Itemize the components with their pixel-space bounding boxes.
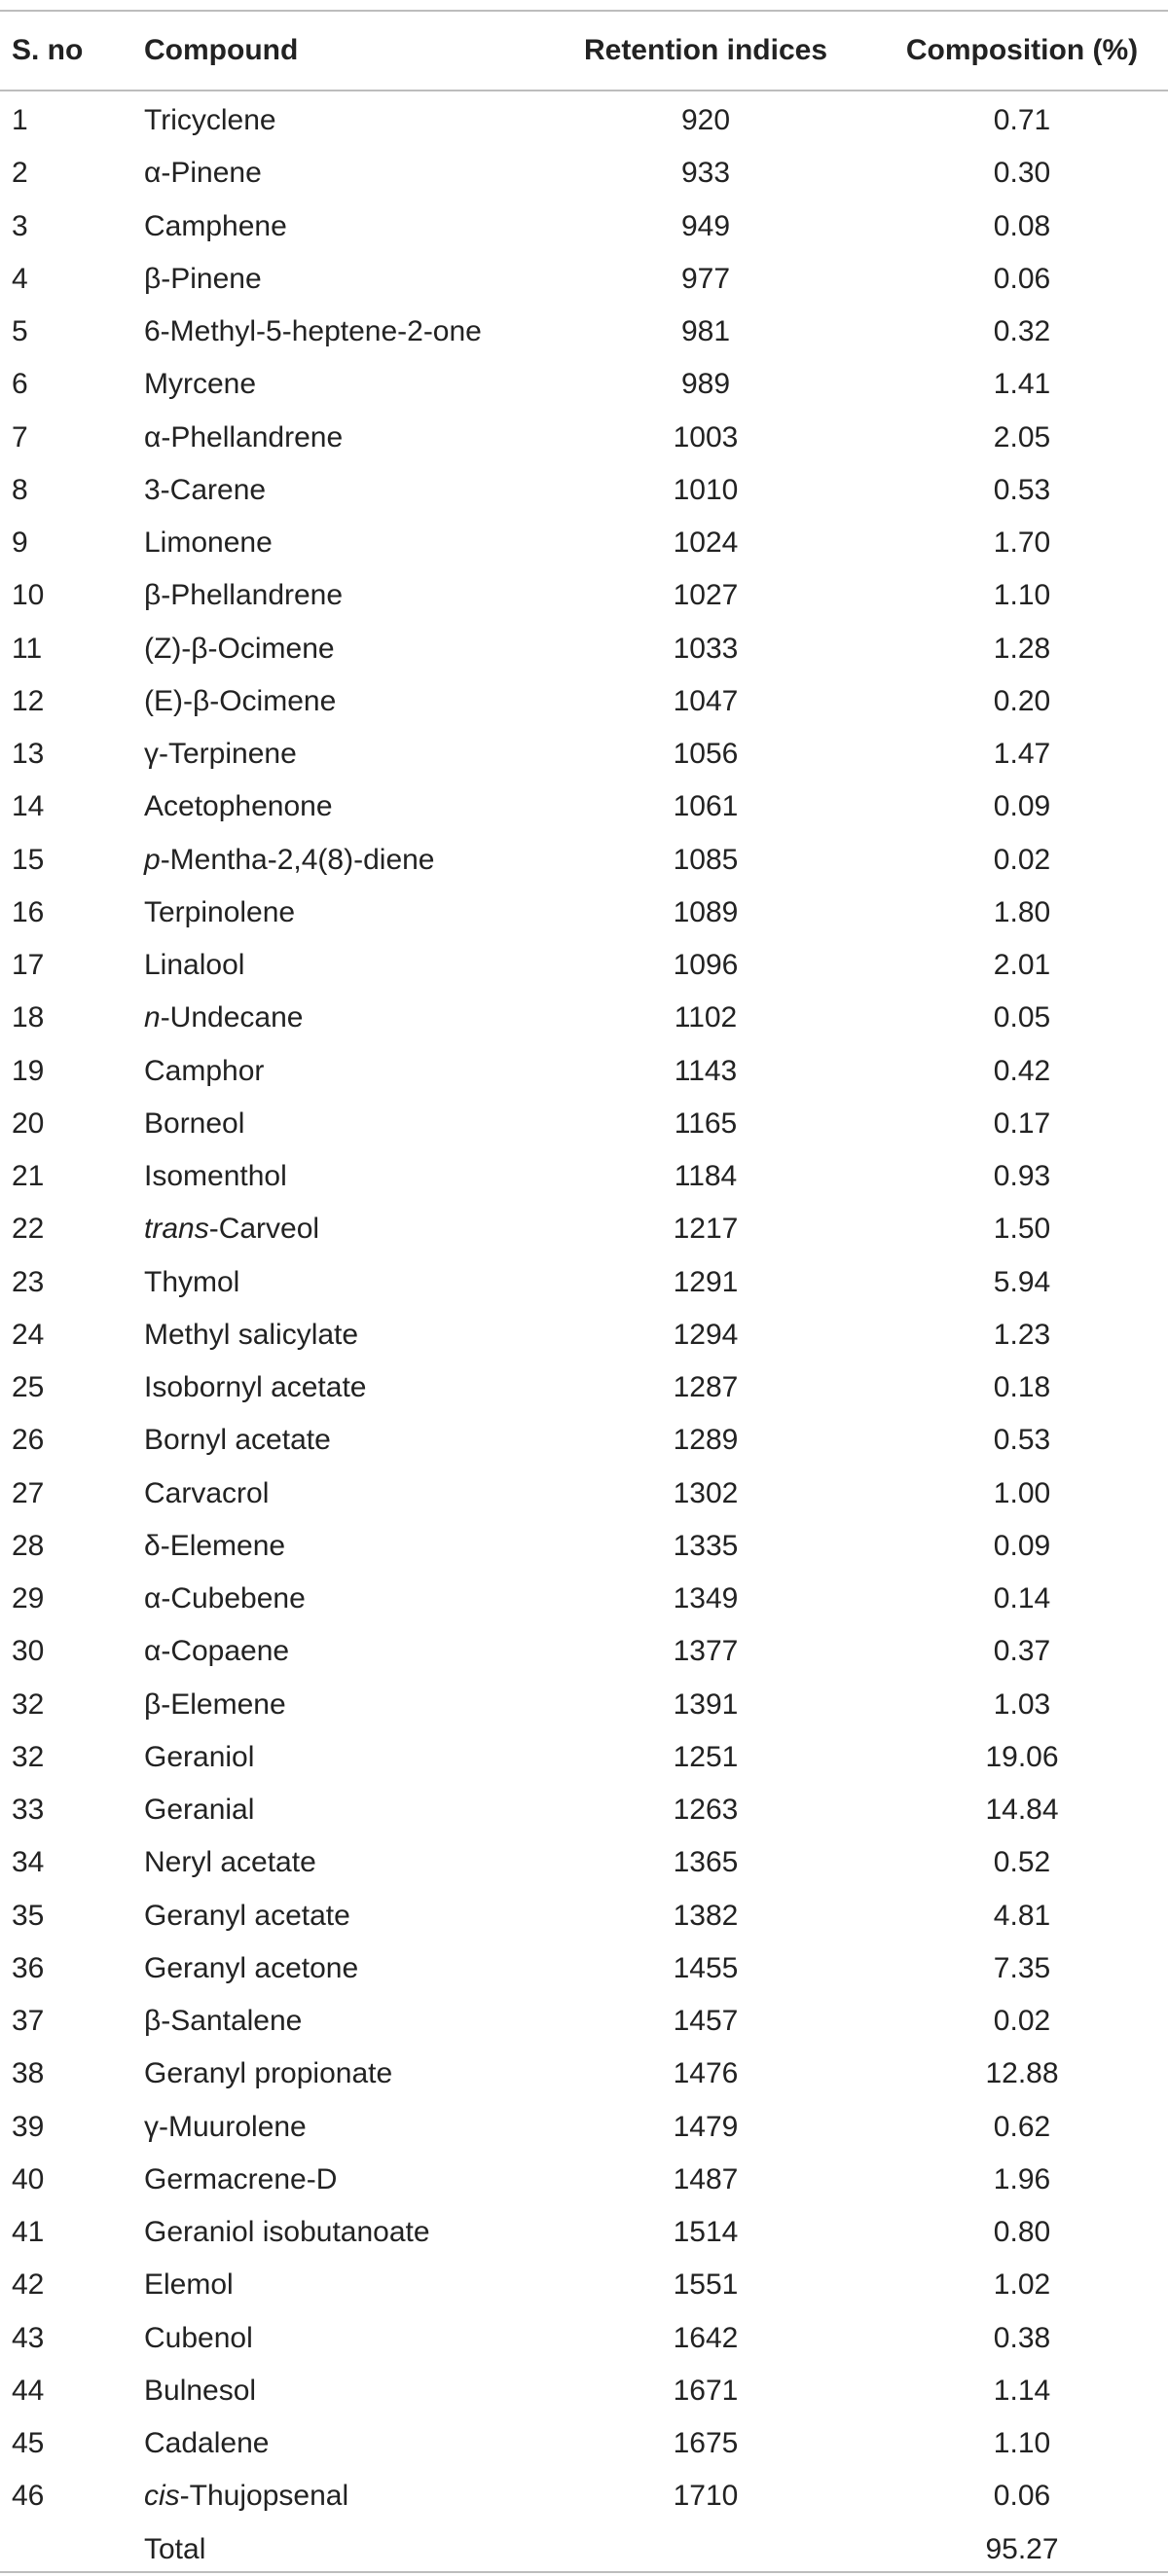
compound-prefix: p — [144, 843, 161, 876]
row-composition: 0.09 — [993, 1529, 1051, 1562]
compound-name: (Z)-β-Ocimene — [144, 632, 335, 665]
row-retention-index: 1102 — [674, 1001, 738, 1034]
compound-name: Geranyl acetate — [144, 1899, 350, 1932]
row-sno: 39 — [12, 2110, 45, 2143]
row-compound — [144, 1796, 254, 1825]
row-sno: 8 — [12, 473, 28, 506]
total-row — [0, 2521, 1168, 2573]
row-compound — [144, 1373, 366, 1402]
table-row — [0, 2045, 1168, 2097]
row-retention-index: 1096 — [673, 949, 739, 981]
row-composition: 0.53 — [993, 473, 1051, 506]
row-sno: 12 — [12, 684, 45, 717]
compound-name: Germacrene-D — [144, 2162, 338, 2195]
row-sno: 37 — [12, 2005, 45, 2037]
table-row — [0, 1570, 1168, 1622]
table-row — [0, 1411, 1168, 1464]
row-sno: 18 — [12, 1001, 45, 1034]
row-retention-index: 1287 — [673, 1371, 739, 1403]
table-row — [0, 1887, 1168, 1940]
row-compound — [144, 2270, 234, 2300]
row-sno: 9 — [12, 526, 28, 559]
row-sno: 32 — [12, 1687, 45, 1721]
row-compound — [144, 1529, 286, 1562]
row-retention-index: 1010 — [673, 473, 739, 506]
row-retention-index: 1335 — [673, 1529, 739, 1562]
table-row — [0, 1622, 1168, 1675]
compound-name: Geranial — [144, 1794, 255, 1826]
row-retention-index: 1143 — [674, 1054, 738, 1087]
row-retention-index: 1457 — [673, 2005, 739, 2037]
table-row — [0, 2362, 1168, 2414]
row-composition: 2.01 — [993, 949, 1051, 981]
table-row — [0, 831, 1168, 884]
row-composition: 0.38 — [993, 2321, 1051, 2354]
row-retention-index: 1061 — [673, 790, 739, 823]
row-composition: 0.80 — [993, 2216, 1051, 2248]
row-compound — [144, 684, 337, 717]
table-row — [0, 1992, 1168, 2045]
compound-name: Bornyl acetate — [144, 1424, 331, 1457]
table-row — [0, 461, 1168, 514]
table-row — [0, 989, 1168, 1041]
compound-prefix: cis — [144, 2480, 180, 2513]
row-composition: 0.17 — [993, 1107, 1051, 1140]
row-sno: 33 — [12, 1794, 45, 1826]
row-sno: 42 — [12, 2268, 45, 2302]
compound-name: Camphor — [144, 1054, 265, 1087]
row-composition: 1.50 — [993, 1213, 1051, 1246]
table-row — [0, 1465, 1168, 1517]
row-compound — [144, 1426, 331, 1455]
row-composition: 14.84 — [985, 1794, 1059, 1826]
row-compound — [144, 951, 244, 980]
row-composition: 1.14 — [993, 2374, 1051, 2407]
table-row — [0, 409, 1168, 461]
row-retention-index: 1710 — [673, 2480, 739, 2513]
compound-name: Isomenthol — [144, 1160, 287, 1192]
row-retention-index: 1165 — [674, 1107, 738, 1140]
table-row — [0, 1940, 1168, 1992]
compound-name: β-Elemene — [144, 1687, 286, 1721]
compound-name: Isobornyl acetate — [144, 1371, 367, 1403]
compound-name: Geraniol — [144, 1740, 255, 1773]
row-sno: 36 — [12, 1951, 45, 1984]
compound-name: Geraniol isobutanoate — [144, 2216, 430, 2248]
row-composition: 7.35 — [993, 1951, 1051, 1984]
table-row — [0, 884, 1168, 936]
row-compound — [144, 1054, 265, 1087]
table-row — [0, 303, 1168, 355]
header-composition: Composition (%) — [905, 34, 1139, 66]
row-sno: 5 — [12, 315, 28, 347]
table-row — [0, 725, 1168, 778]
row-composition: 0.18 — [993, 1371, 1051, 1403]
table-row — [0, 1042, 1168, 1095]
row-retention-index: 1056 — [673, 738, 739, 770]
row-sno: 35 — [12, 1899, 45, 1932]
header-compound: Compound — [144, 34, 299, 66]
row-retention-index: 1089 — [673, 895, 739, 928]
row-compound — [144, 843, 435, 876]
table-row — [0, 778, 1168, 830]
table-row — [0, 198, 1168, 250]
row-sno: 23 — [12, 1265, 45, 1298]
compound-name: Neryl acetate — [144, 1846, 316, 1879]
row-compound — [144, 2482, 348, 2511]
table-row — [0, 1200, 1168, 1252]
compound-name: β-Pinene — [144, 262, 262, 295]
row-compound — [144, 159, 262, 188]
row-retention-index: 1302 — [673, 1476, 739, 1509]
row-retention-index: 920 — [680, 104, 731, 136]
row-compound — [144, 1584, 306, 1614]
row-composition: 0.14 — [993, 1582, 1051, 1615]
row-compound — [144, 581, 343, 610]
row-composition: 0.93 — [993, 1160, 1051, 1192]
row-sno: 28 — [12, 1529, 45, 1562]
table-bottom-rule — [0, 2571, 1168, 2573]
compound-name: β-Phellandrene — [144, 579, 344, 612]
table-row — [0, 1833, 1168, 1886]
row-sno: 17 — [12, 949, 45, 981]
table-header — [0, 12, 1168, 90]
row-retention-index: 1027 — [673, 579, 739, 612]
table-row — [0, 1517, 1168, 1570]
row-composition: 0.06 — [993, 262, 1051, 295]
table-row — [0, 2098, 1168, 2151]
compound-name: Tricyclene — [144, 104, 276, 136]
compound-name: Bulnesol — [144, 2374, 257, 2407]
row-sno: 20 — [12, 1107, 45, 1140]
compound-name: (E)-β-Ocimene — [144, 684, 337, 717]
row-compound — [144, 1637, 289, 1666]
row-sno: 16 — [12, 895, 45, 928]
row-compound — [144, 1740, 255, 1773]
row-composition: 0.02 — [993, 2005, 1051, 2037]
row-retention-index: 933 — [680, 157, 731, 190]
row-retention-index: 1642 — [673, 2321, 739, 2354]
row-composition: 1.10 — [993, 2427, 1051, 2459]
row-compound — [144, 1318, 359, 1351]
row-sno: 1 — [12, 104, 28, 136]
compound-name: -Carveol — [208, 1213, 320, 1246]
compound-name: Limonene — [144, 526, 273, 559]
row-sno: 43 — [12, 2321, 45, 2354]
row-sno: 7 — [12, 420, 28, 454]
row-composition: 1.96 — [993, 2162, 1051, 2195]
row-retention-index: 1294 — [673, 1318, 739, 1351]
row-sno: 4 — [12, 262, 28, 295]
row-composition: 19.06 — [985, 1740, 1059, 1773]
row-compound — [144, 420, 344, 454]
row-retention-index: 1476 — [673, 2057, 739, 2090]
row-compound — [144, 632, 335, 665]
compound-name: δ-Elemene — [144, 1529, 286, 1562]
table-row — [0, 936, 1168, 989]
table-row — [0, 144, 1168, 197]
compound-name: Cadalene — [144, 2427, 270, 2459]
row-compound — [144, 1476, 270, 1509]
row-compound — [144, 1109, 244, 1139]
table-row — [0, 1147, 1168, 1200]
row-retention-index: 1455 — [673, 1951, 739, 1984]
compound-name: Geranyl propionate — [144, 2057, 393, 2090]
row-composition: 4.81 — [993, 1899, 1051, 1932]
row-retention-index: 1217 — [673, 1213, 739, 1246]
row-sno: 44 — [12, 2374, 45, 2407]
row-retention-index: 1479 — [673, 2110, 739, 2143]
row-retention-index: 1377 — [673, 1635, 739, 1668]
compound-name: Geranyl acetone — [144, 1951, 359, 1984]
table-row — [0, 2151, 1168, 2203]
row-composition: 1.03 — [993, 1687, 1051, 1721]
row-compound — [144, 2429, 269, 2458]
table-row — [0, 1676, 1168, 1728]
row-retention-index: 1551 — [673, 2268, 739, 2302]
row-sno: 14 — [12, 790, 45, 823]
table-row — [0, 2309, 1168, 2362]
row-sno: 6 — [12, 368, 28, 401]
row-retention-index: 949 — [680, 209, 731, 242]
row-compound — [144, 1687, 286, 1721]
compound-name: Camphene — [144, 209, 287, 242]
row-compound — [144, 1265, 240, 1298]
row-composition: 0.71 — [993, 104, 1051, 136]
row-compound — [144, 740, 297, 769]
row-compound — [144, 2007, 302, 2036]
row-retention-index: 989 — [680, 368, 731, 401]
row-composition: 1.80 — [993, 895, 1051, 928]
row-compound — [144, 2110, 307, 2143]
row-retention-index: 981 — [680, 315, 731, 347]
row-retention-index: 1349 — [673, 1582, 739, 1615]
row-sno: 34 — [12, 1846, 45, 1879]
row-composition: 1.23 — [993, 1318, 1051, 1351]
row-composition: 1.02 — [993, 2268, 1051, 2302]
row-sno: 38 — [12, 2057, 45, 2090]
row-sno: 27 — [12, 1476, 45, 1509]
row-sno: 25 — [12, 1371, 45, 1403]
compound-name: α-Phellandrene — [144, 420, 344, 454]
row-compound — [144, 1162, 287, 1191]
table-body — [0, 91, 1168, 2573]
row-sno: 40 — [12, 2162, 45, 2195]
row-composition: 1.10 — [993, 579, 1051, 612]
compound-name: α-Cubebene — [144, 1582, 306, 1615]
compound-name: Thymol — [144, 1265, 240, 1298]
row-composition: 1.47 — [993, 738, 1051, 770]
compound-name: -Undecane — [160, 1001, 304, 1034]
row-retention-index: 1263 — [673, 1794, 739, 1826]
compound-name: Borneol — [144, 1107, 245, 1140]
row-composition: 1.41 — [993, 368, 1051, 401]
row-composition: 0.30 — [993, 157, 1051, 190]
compound-prefix: n — [144, 1001, 161, 1034]
row-composition: 1.00 — [993, 1476, 1051, 1509]
table-row — [0, 2256, 1168, 2308]
row-compound — [144, 317, 482, 346]
row-composition: 0.02 — [993, 843, 1051, 876]
row-composition: 0.05 — [993, 1001, 1051, 1034]
row-compound — [144, 1215, 319, 1244]
row-compound — [144, 262, 262, 295]
compound-name: Terpinolene — [144, 895, 296, 928]
table-row — [0, 250, 1168, 303]
row-composition: 0.37 — [993, 1635, 1051, 1668]
row-composition: 0.52 — [993, 1846, 1051, 1879]
table-row — [0, 566, 1168, 619]
row-sno: 45 — [12, 2427, 45, 2459]
row-retention-index: 1675 — [673, 2427, 739, 2459]
row-sno: 29 — [12, 1582, 45, 1615]
table-row — [0, 620, 1168, 672]
table-row — [0, 514, 1168, 566]
compound-name: α-Pinene — [144, 157, 262, 190]
row-retention-index: 977 — [680, 262, 731, 295]
compound-name: Myrcene — [144, 368, 257, 401]
row-compound — [144, 209, 287, 242]
row-compound — [144, 1003, 303, 1033]
table-row — [0, 91, 1168, 144]
table-row — [0, 1781, 1168, 1833]
table-row — [0, 1306, 1168, 1359]
table-row — [0, 1728, 1168, 1781]
compound-name: β-Santalene — [144, 2005, 303, 2037]
compound-name: 3-Carene — [144, 473, 267, 506]
row-sno: 10 — [12, 579, 45, 612]
row-composition: 0.42 — [993, 1054, 1051, 1087]
row-sno: 22 — [12, 1213, 45, 1246]
row-compound — [144, 2162, 338, 2195]
row-compound — [144, 2321, 253, 2354]
row-compound — [144, 473, 267, 506]
row-compound — [144, 2059, 392, 2088]
header-sno: S. no — [12, 34, 84, 66]
row-retention-index: 1033 — [673, 632, 739, 665]
table-row — [0, 1359, 1168, 1411]
row-sno: 41 — [12, 2216, 45, 2248]
row-sno: 32 — [12, 1740, 45, 1773]
row-retention-index: 1184 — [674, 1160, 738, 1192]
compound-name: Methyl salicylate — [144, 1318, 359, 1351]
row-retention-index: 1487 — [673, 2162, 739, 2195]
row-retention-index: 1291 — [673, 1265, 739, 1298]
row-sno: 15 — [12, 843, 45, 876]
row-compound — [144, 1848, 316, 1877]
row-compound — [144, 528, 273, 558]
row-sno: 30 — [12, 1635, 45, 1668]
row-sno: 26 — [12, 1424, 45, 1457]
row-retention-index: 1671 — [673, 2374, 739, 2407]
row-sno: 3 — [12, 209, 28, 242]
row-composition: 2.05 — [993, 420, 1051, 454]
total-label: Total — [144, 2532, 206, 2565]
table-row — [0, 355, 1168, 408]
row-retention-index: 1003 — [673, 420, 739, 454]
row-retention-index: 1514 — [673, 2216, 739, 2248]
row-retention-index: 1047 — [673, 684, 739, 717]
row-compound — [144, 792, 333, 821]
row-compound — [144, 106, 276, 135]
row-sno: 19 — [12, 1054, 45, 1087]
row-composition: 1.70 — [993, 526, 1051, 559]
row-composition: 0.06 — [993, 2480, 1051, 2513]
row-composition: 0.62 — [993, 2110, 1051, 2143]
compound-name: Linalool — [144, 949, 245, 981]
row-sno: 11 — [12, 632, 43, 665]
row-sno: 46 — [12, 2480, 45, 2513]
table-row — [0, 2203, 1168, 2256]
row-composition: 0.08 — [993, 209, 1051, 242]
table-row — [0, 1095, 1168, 1147]
compound-name: Cubenol — [144, 2321, 253, 2354]
compound-name: α-Copaene — [144, 1635, 290, 1668]
row-composition: 5.94 — [993, 1265, 1051, 1298]
row-retention-index: 1391 — [673, 1687, 739, 1721]
row-composition: 12.88 — [985, 2057, 1059, 2090]
compound-name: Carvacrol — [144, 1476, 270, 1509]
row-retention-index: 1251 — [673, 1740, 739, 1773]
row-retention-index: 1289 — [673, 1424, 739, 1457]
row-sno: 2 — [12, 157, 28, 190]
row-composition: 0.32 — [993, 315, 1051, 347]
row-retention-index: 1024 — [673, 526, 739, 559]
row-sno: 13 — [12, 738, 45, 770]
compound-name: Elemol — [144, 2268, 234, 2302]
compound-name: -Mentha-2,4(8)-diene — [160, 843, 435, 876]
header-retention-indices: Retention indices — [583, 34, 828, 66]
total-composition: 95.27 — [985, 2532, 1059, 2565]
row-compound — [144, 1951, 359, 1984]
row-retention-index: 1365 — [673, 1846, 739, 1879]
row-composition: 1.28 — [993, 632, 1051, 665]
table-row — [0, 2414, 1168, 2467]
compound-name: -Thujopsenal — [179, 2480, 349, 2513]
compound-prefix: trans — [144, 1213, 209, 1246]
row-compound — [144, 370, 256, 399]
row-composition: 0.09 — [993, 790, 1051, 823]
compound-name: 6-Methyl-5-heptene-2-one — [144, 315, 482, 347]
compound-name: γ-Terpinene — [144, 738, 297, 770]
row-sno: 24 — [12, 1318, 45, 1351]
table-row — [0, 1253, 1168, 1306]
row-compound — [144, 2218, 430, 2247]
compound-name: γ-Muurolene — [144, 2110, 307, 2143]
row-composition: 0.53 — [993, 1424, 1051, 1457]
table-row — [0, 672, 1168, 725]
row-compound — [144, 2376, 256, 2406]
row-compound — [144, 1899, 350, 1932]
row-composition: 0.20 — [993, 684, 1051, 717]
row-retention-index: 1382 — [673, 1899, 739, 1932]
row-sno: 21 — [12, 1160, 45, 1192]
table-row — [0, 2467, 1168, 2520]
row-retention-index: 1085 — [673, 843, 739, 876]
compound-name: Acetophenone — [144, 790, 333, 823]
row-compound — [144, 895, 296, 928]
